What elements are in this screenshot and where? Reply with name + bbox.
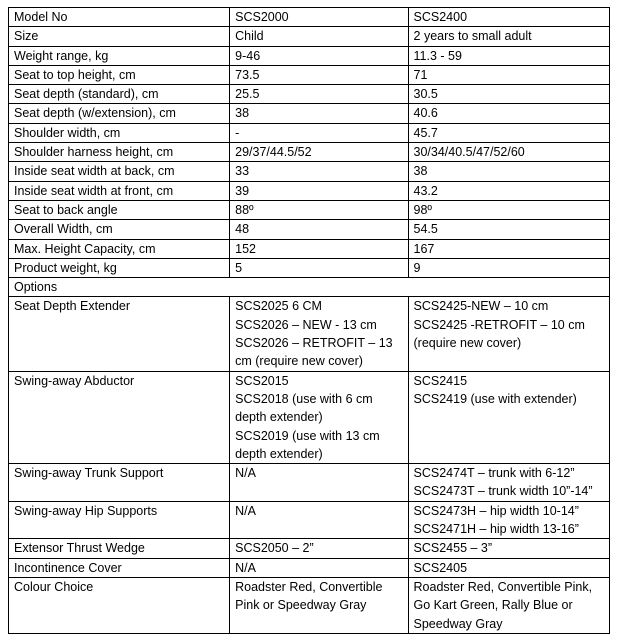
table-row (9, 239, 610, 258)
row-model-a-cell: 9-46 (230, 46, 408, 65)
option-model-b-cell (408, 501, 609, 539)
row-model-a-cell: 39 (230, 181, 408, 200)
header-label-cell: Model No (9, 8, 230, 27)
row-model-b-cell: 167 (408, 239, 609, 258)
row-model-b-cell: 45.7 (408, 123, 609, 142)
row-label-cell: Seat depth (w/extension), cm (9, 104, 230, 123)
row-model-a-cell: 48 (230, 220, 408, 239)
option-line: SCS2025 6 CM (235, 299, 322, 314)
row-model-b-cell: 9 (408, 258, 609, 277)
row-model-b-cell: 98º (408, 200, 609, 219)
row-label-cell: Seat to top height, cm (9, 65, 230, 84)
option-model-a-cell (230, 464, 408, 502)
row-model-b-cell: 40.6 (408, 104, 609, 123)
row-model-a-cell: 33 (230, 162, 408, 181)
table-row (9, 27, 610, 46)
row-model-b-cell: 11.3 - 59 (408, 46, 609, 65)
row-model-a-cell: 29/37/44.5/52 (230, 143, 408, 162)
row-model-b-cell: 54.5 (408, 220, 609, 239)
option-line: Roadster Red, Convertible Pink or Speedway Gray (235, 579, 383, 613)
options-heading-row (9, 278, 610, 297)
row-label-cell: Seat to back angle (9, 200, 230, 219)
option-line: SCS2474T – trunk with 6-12” (413, 466, 575, 481)
row-label-cell: Overall Width, cm (9, 220, 230, 239)
spec-table-body (9, 8, 610, 634)
row-model-a-cell: 25.5 (230, 85, 408, 104)
row-label-cell: Shoulder width, cm (9, 123, 230, 142)
row-model-b-cell: 30.5 (408, 85, 609, 104)
row-label-cell: Inside seat width at front, cm (9, 181, 230, 200)
row-model-b-cell: 71 (408, 65, 609, 84)
row-model-b-cell: 38 (408, 162, 609, 181)
row-model-b-cell: 2 years to small adult (408, 27, 609, 46)
option-line: Roadster Red, Convertible Pink, Go Kart Green, Rally Blue or Speedway Gray (413, 579, 593, 631)
option-line: SCS2015 (235, 373, 289, 388)
option-line: SCS2026 – RETROFIT – 13 cm (require new cover) (235, 336, 393, 369)
option-label-cell: Seat Depth Extender (9, 297, 230, 371)
option-line: SCS2405 (413, 560, 468, 575)
row-model-a-cell: 88º (230, 200, 408, 219)
option-line: SCS2471H – hip width 13-16” (413, 522, 579, 537)
option-line: SCS2018 (use with 6 cm depth extender) (235, 391, 373, 425)
option-line: SCS2473H – hip width 10-14” (413, 503, 579, 518)
table-row (9, 258, 610, 277)
option-label-cell: Colour Choice (9, 577, 230, 633)
option-label-cell: Incontinence Cover (9, 558, 230, 577)
option-row (9, 501, 610, 539)
header-model-a-cell: SCS2000 (230, 8, 408, 27)
row-model-a-cell: 5 (230, 258, 408, 277)
option-row (9, 371, 610, 463)
option-label-cell: Extensor Thrust Wedge (9, 539, 230, 558)
table-row (9, 200, 610, 219)
option-row (9, 539, 610, 558)
option-model-a-cell (230, 558, 408, 577)
option-row (9, 577, 610, 633)
option-line: SCS2026 – NEW - 13 cm (235, 317, 377, 332)
table-header-row (9, 8, 610, 27)
option-model-b-cell (408, 464, 609, 502)
option-row (9, 558, 610, 577)
row-label-cell: Product weight, kg (9, 258, 230, 277)
option-model-b-cell (408, 558, 609, 577)
option-line: N/A (235, 466, 256, 481)
row-model-a-cell: 38 (230, 104, 408, 123)
option-model-a-cell (230, 297, 408, 371)
table-row (9, 181, 610, 200)
table-row (9, 123, 610, 142)
option-line: SCS2419 (use with extender) (413, 391, 577, 406)
option-line: SCS2455 – 3” (413, 541, 493, 556)
row-model-a-cell: Child (230, 27, 408, 46)
option-row (9, 464, 610, 502)
table-row (9, 65, 610, 84)
option-line: SCS2425 -RETROFIT – 10 cm (require new cover) (413, 317, 585, 351)
option-label-cell: Swing-away Hip Supports (9, 501, 230, 539)
row-label-cell: Size (9, 27, 230, 46)
option-model-b-cell (408, 297, 609, 371)
spec-table (8, 7, 610, 634)
row-label-cell: Inside seat width at back, cm (9, 162, 230, 181)
option-line: N/A (235, 560, 256, 575)
option-model-b-cell (408, 371, 609, 463)
options-heading: Options (9, 278, 610, 297)
table-row (9, 46, 610, 65)
option-line: SCS2425-NEW – 10 cm (413, 299, 549, 314)
row-model-a-cell: - (230, 123, 408, 142)
option-model-b-cell (408, 539, 609, 558)
option-model-a-cell (230, 577, 408, 633)
option-line: SCS2473T – trunk width 10”-14” (413, 484, 593, 499)
option-line: SCS2415 (413, 373, 468, 388)
header-model-b-cell: SCS2400 (408, 8, 609, 27)
table-row (9, 220, 610, 239)
row-model-a-cell: 152 (230, 239, 408, 258)
option-label-cell: Swing-away Abductor (9, 371, 230, 463)
option-label-cell: Swing-away Trunk Support (9, 464, 230, 502)
option-model-b-cell (408, 577, 609, 633)
option-line: N/A (235, 503, 256, 518)
table-row (9, 143, 610, 162)
row-label-cell: Max. Height Capacity, cm (9, 239, 230, 258)
table-row (9, 162, 610, 181)
option-line: SCS2050 – 2” (235, 541, 314, 556)
option-model-a-cell (230, 501, 408, 539)
option-line: SCS2019 (use with 13 cm depth extender) (235, 428, 380, 461)
table-row (9, 104, 610, 123)
row-model-b-cell: 30/34/40.5/47/52/60 (408, 143, 609, 162)
row-model-a-cell: 73.5 (230, 65, 408, 84)
row-label-cell: Seat depth (standard), cm (9, 85, 230, 104)
option-row (9, 297, 610, 371)
option-model-a-cell (230, 539, 408, 558)
row-label-cell: Shoulder harness height, cm (9, 143, 230, 162)
option-model-a-cell (230, 371, 408, 463)
row-model-b-cell: 43.2 (408, 181, 609, 200)
table-row (9, 85, 610, 104)
row-label-cell: Weight range, kg (9, 46, 230, 65)
